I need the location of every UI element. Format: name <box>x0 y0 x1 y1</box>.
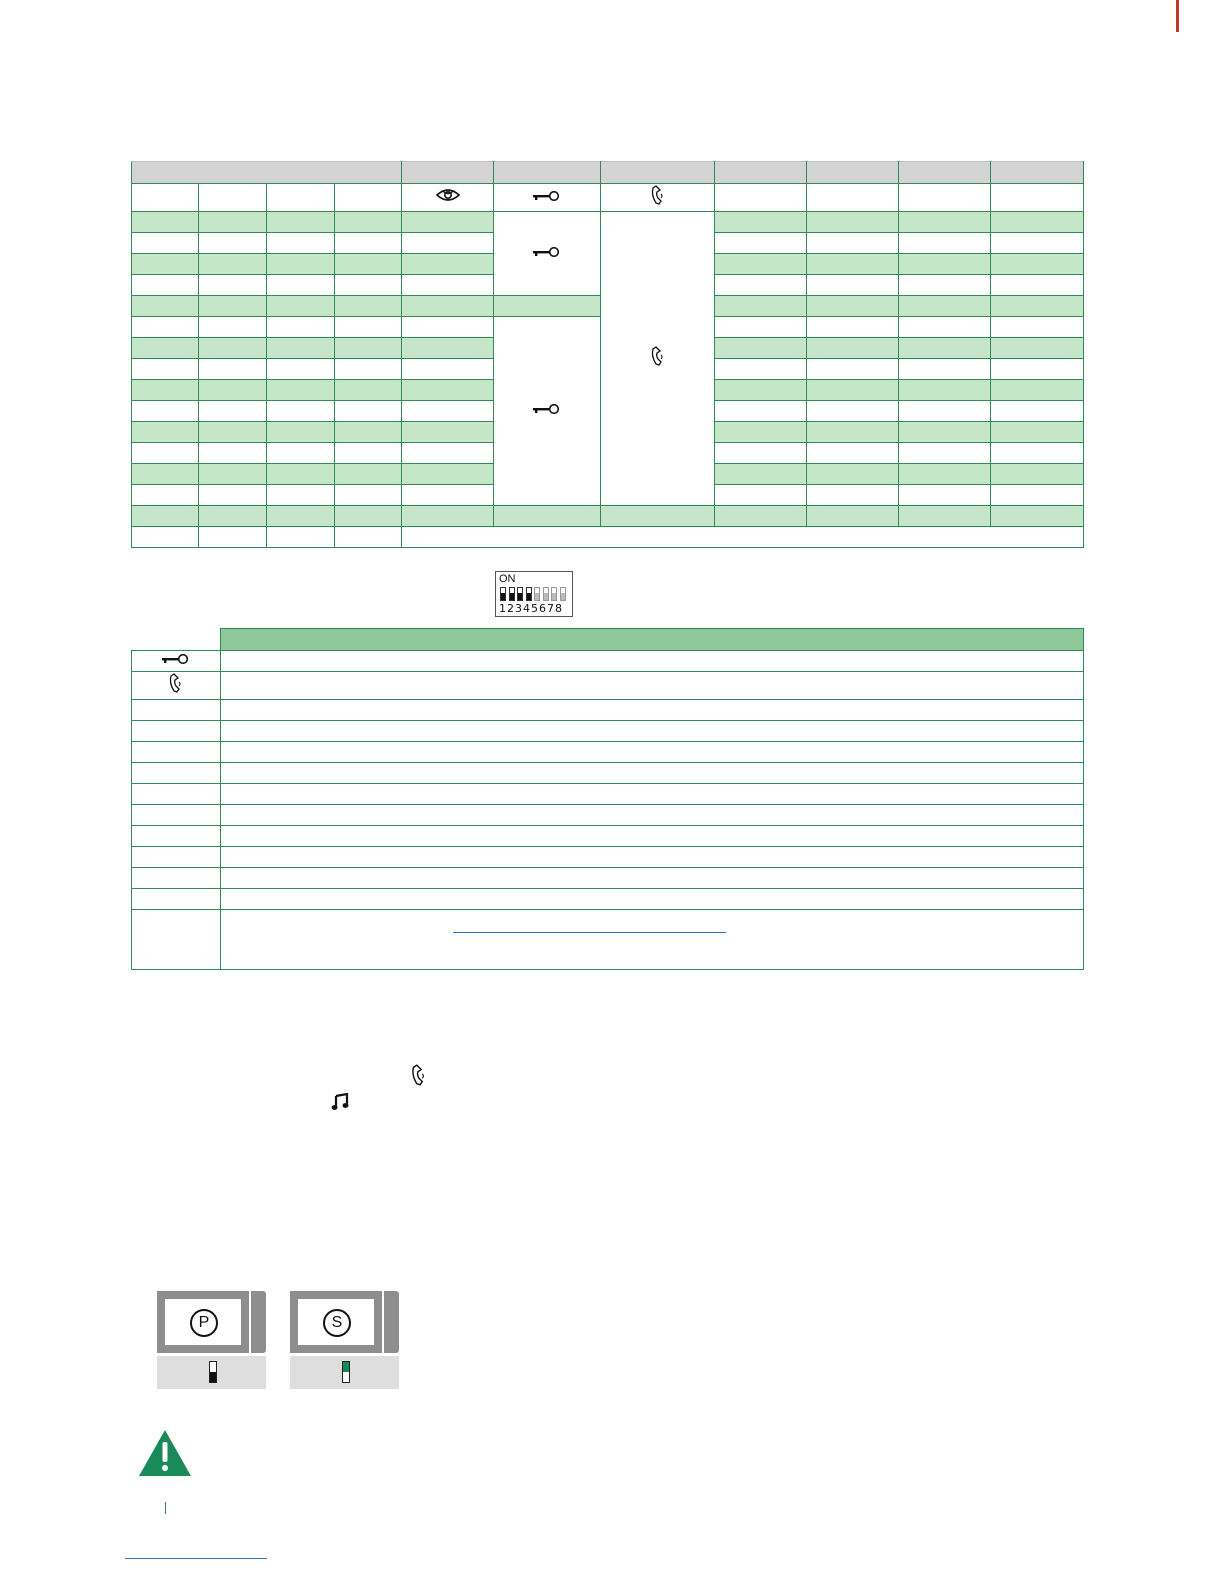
table-symbol-row <box>132 184 1084 212</box>
table-row <box>132 826 1084 847</box>
margin-mark <box>1176 0 1179 32</box>
key-icon <box>494 184 601 212</box>
dip-numbers: 12345678 <box>499 602 563 615</box>
dip-switch-1 <box>500 587 506 601</box>
legend-header-row <box>132 629 1084 651</box>
music-note-icon <box>331 1093 349 1116</box>
eye-icon <box>402 184 494 212</box>
legend-table <box>131 628 1084 970</box>
table-row <box>132 868 1084 889</box>
table-row <box>132 651 1084 672</box>
key-icon <box>494 317 601 506</box>
warning-triangle-icon <box>137 1428 193 1483</box>
handset-icon <box>410 1063 428 1092</box>
table-row <box>132 910 1084 970</box>
hyperlink-underline[interactable] <box>125 1558 267 1559</box>
monitor-letter: P <box>190 1309 218 1337</box>
table-header-row <box>132 162 1084 184</box>
table-row <box>132 889 1084 910</box>
table-row <box>132 672 1084 700</box>
toggle-switch[interactable] <box>342 1361 350 1383</box>
configuration-table <box>131 161 1084 548</box>
table-row <box>132 527 1084 548</box>
table-row <box>132 784 1084 805</box>
monitor-letter: S <box>323 1309 351 1337</box>
toggle-switch[interactable] <box>209 1361 217 1383</box>
dip-switch-diagram <box>495 571 573 617</box>
table-row <box>132 212 1084 233</box>
key-icon <box>132 651 221 672</box>
dip-switch-7 <box>551 587 557 601</box>
dip-on-label: ON <box>499 573 516 585</box>
dip-switch-2 <box>509 587 515 601</box>
table-row <box>132 847 1084 868</box>
handset-icon <box>601 212 715 506</box>
table-row <box>132 742 1084 763</box>
dip-switch-5 <box>534 587 540 601</box>
dip-switch-8 <box>560 587 566 601</box>
handset-icon <box>601 184 715 212</box>
table-row <box>132 763 1084 784</box>
dip-switch-6 <box>543 587 549 601</box>
key-icon <box>494 212 601 296</box>
table-row <box>132 721 1084 742</box>
divider-mark <box>165 1502 166 1514</box>
dip-switch-3 <box>517 587 523 601</box>
table-row <box>132 805 1084 826</box>
handset-icon <box>132 672 221 700</box>
table-row <box>132 506 1084 527</box>
monitor-secondary <box>290 1291 400 1390</box>
dip-switch-4 <box>526 587 532 601</box>
hyperlink-underline[interactable] <box>453 932 726 933</box>
monitor-primary <box>157 1291 267 1390</box>
table-row <box>132 700 1084 721</box>
